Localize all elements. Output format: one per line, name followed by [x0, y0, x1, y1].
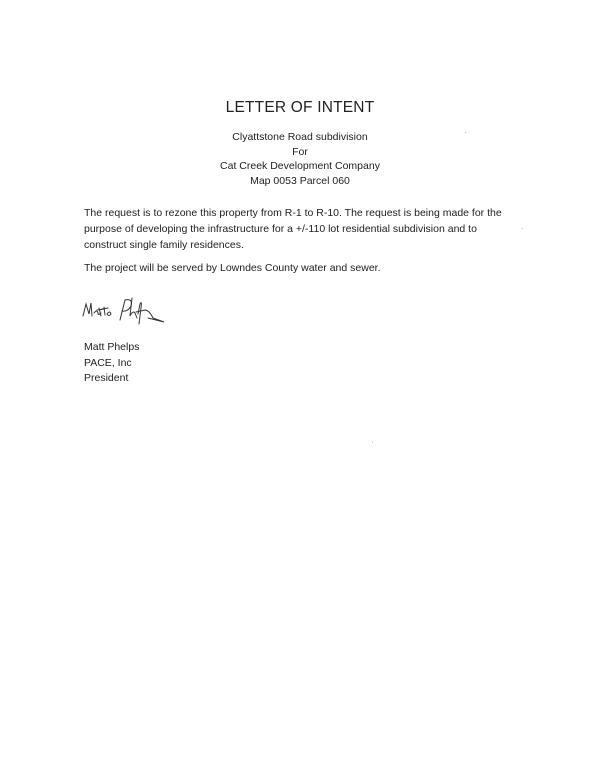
subtitle-parcel: Map 0053 Parcel 060: [250, 174, 350, 187]
letter-subtitle: [0, 130, 600, 188]
scan-speck: [465, 132, 466, 133]
scan-speck: [522, 228, 523, 229]
signer-company: PACE, Inc: [84, 356, 132, 369]
subtitle-company: Cat Creek Development Company: [220, 160, 380, 172]
handwritten-signature: [80, 294, 165, 334]
request-paragraph: The request is to rezone this property from R-1 to R-10. The request is being made for the purpose of developing the infrastructure for a +/-110 lot residential subdivision and to construct single family residences.: [84, 207, 502, 251]
service-paragraph: The project will be served by Lowndes County water and sewer.: [84, 262, 381, 274]
subtitle-project: Clyattstone Road subdivision: [232, 131, 368, 143]
signer-position: President: [84, 372, 129, 384]
signature-block: [84, 340, 139, 387]
scan-speck: [372, 442, 373, 443]
signer-name: Matt Phelps: [84, 341, 140, 353]
subtitle-for: For: [292, 145, 308, 158]
letter-title: LETTER OF INTENT: [225, 99, 375, 116]
